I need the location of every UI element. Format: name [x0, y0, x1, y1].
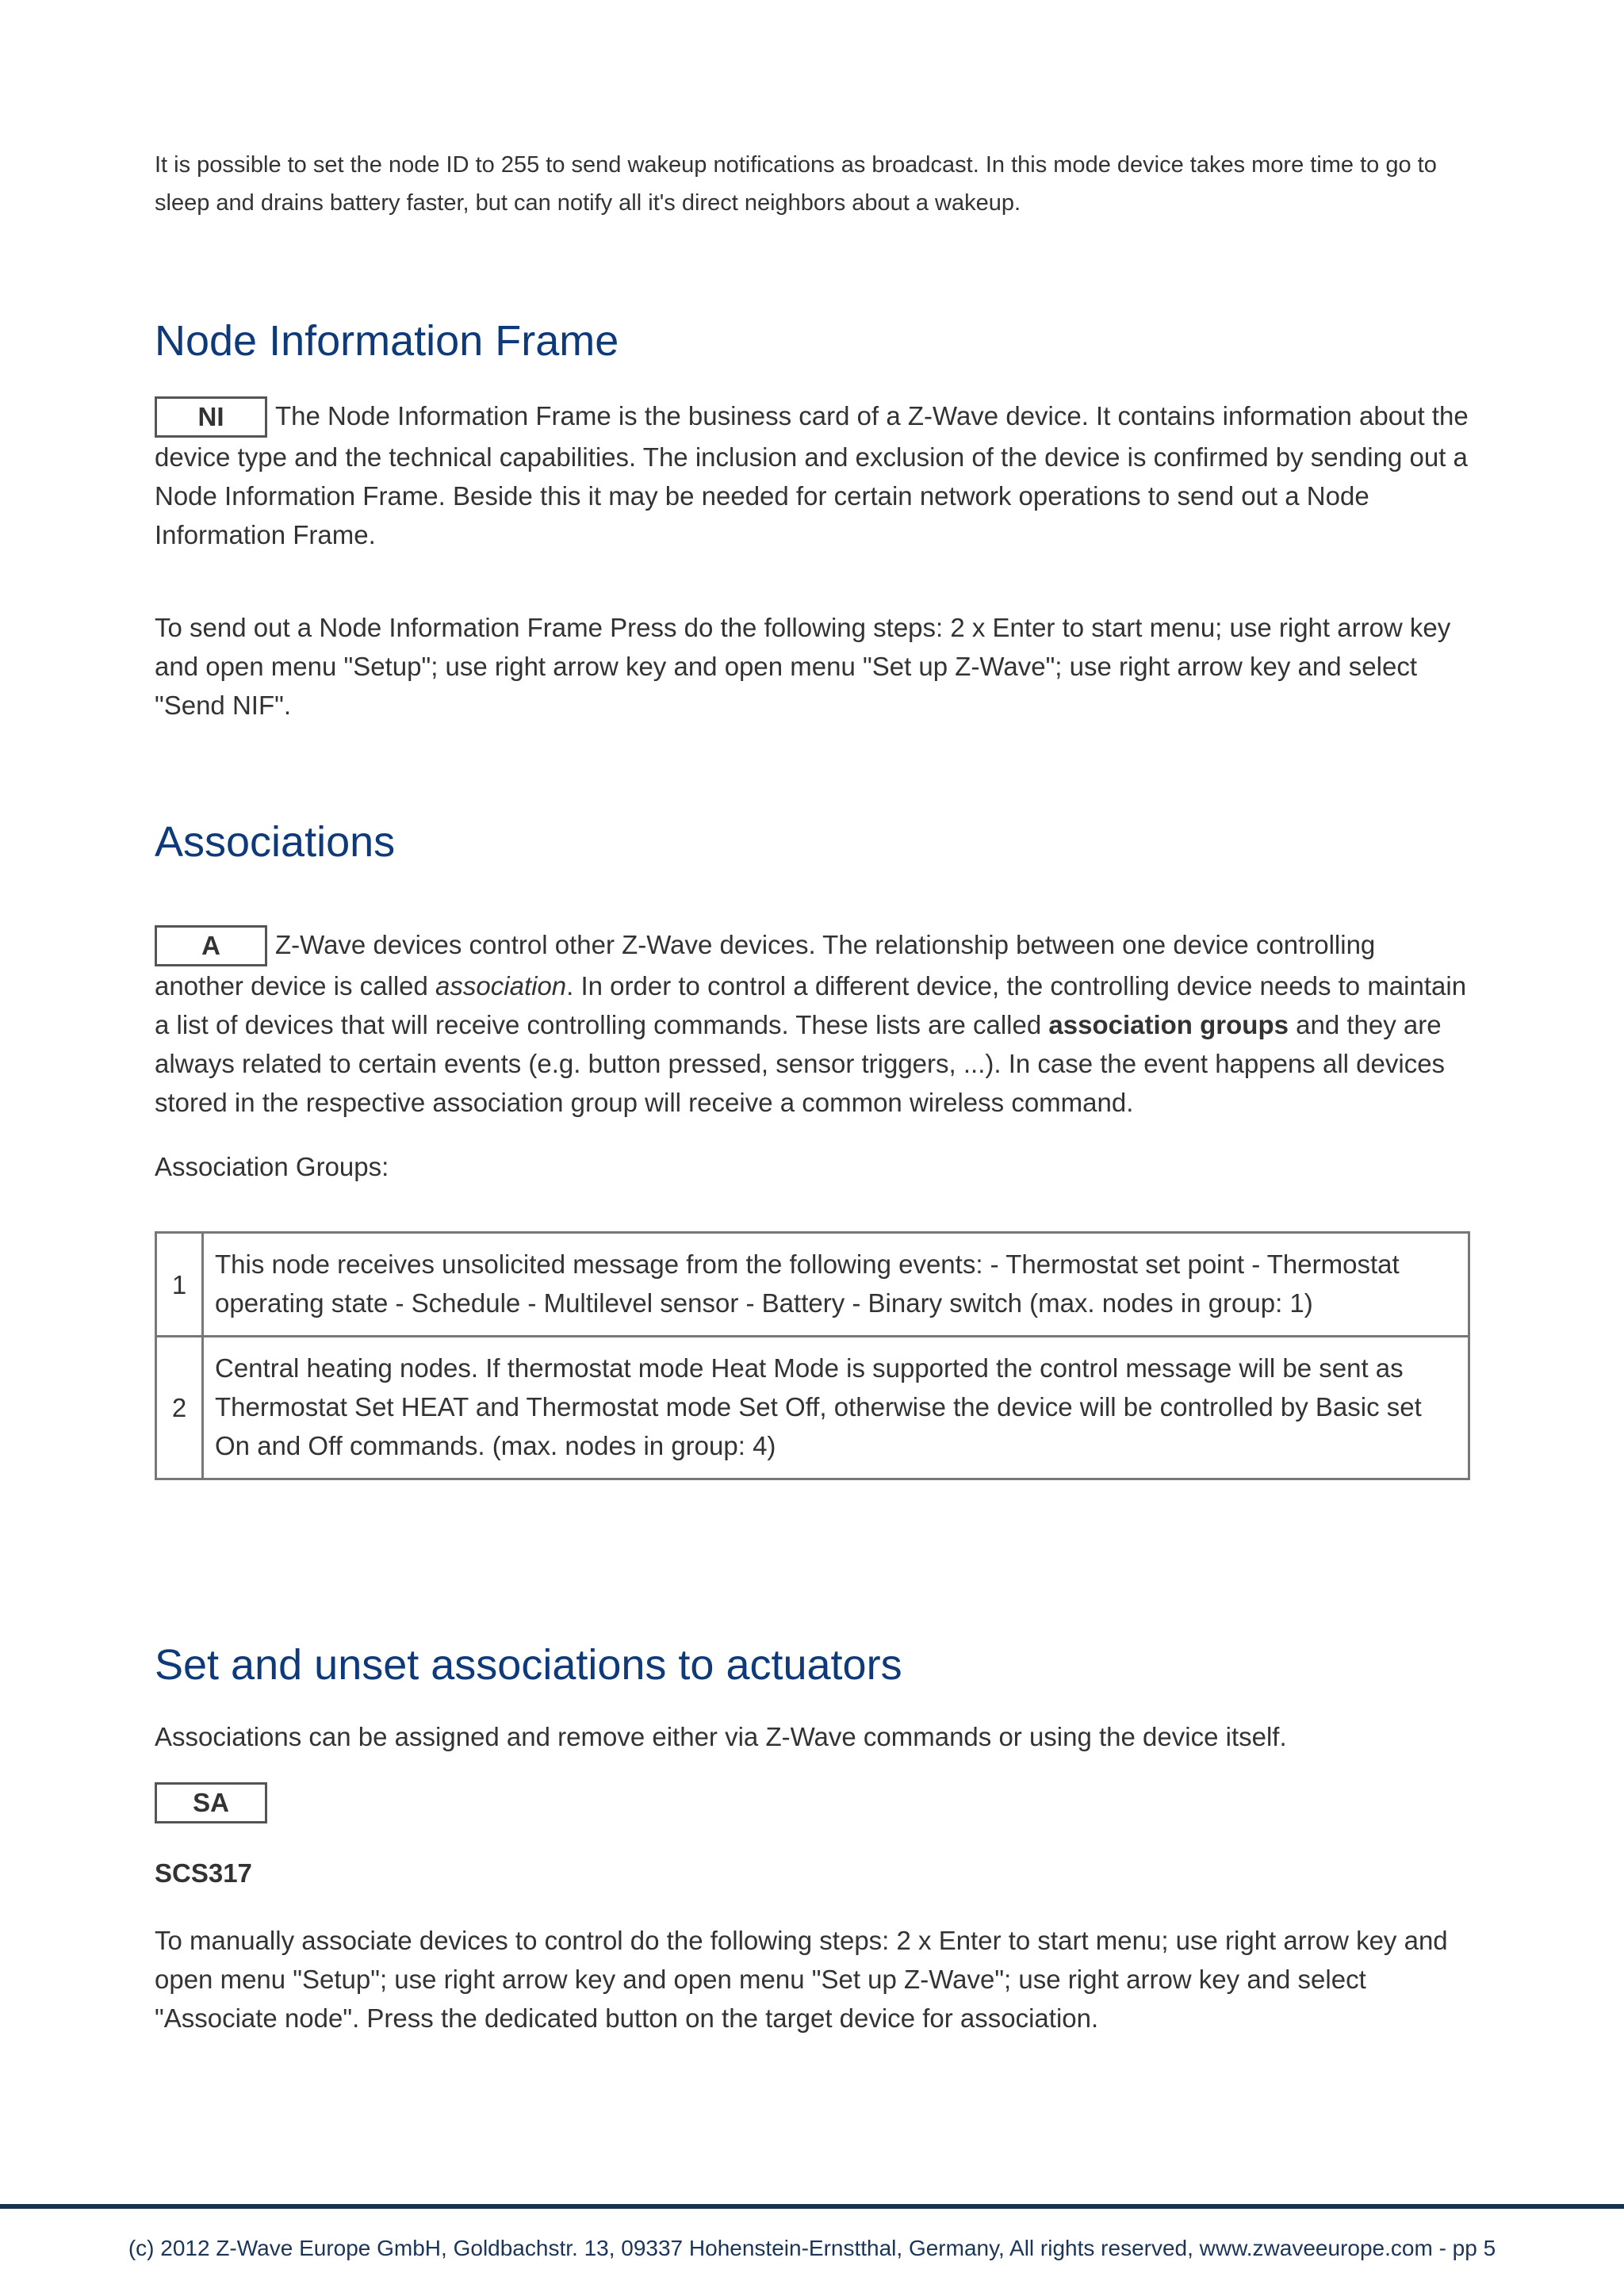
table-row: [156, 1337, 1469, 1479]
table-row: [156, 1233, 1469, 1337]
associations-paragraph: [155, 925, 1471, 1122]
nif-paragraph: [155, 396, 1471, 554]
nif-steps: To send out a Node Information Frame Press do the following steps: 2 x Enter to start menu; use right arrow key and open menu "Setup"; use right arrow key and open menu "Set up Z-Wave"; use right arrow key and select "Send NIF".: [155, 613, 1451, 720]
assoc-text-bold: association groups: [1048, 1010, 1289, 1039]
associations-tag: A: [155, 925, 267, 966]
nif-heading: Node Information Frame: [155, 317, 619, 365]
group-description: Central heating nodes. If thermostat mode Heat Mode is supported the control message will be sent as Thermostat Set HEAT and Thermostat mode Set Off, otherwise the device will be controlled by Basic set On and Off commands. (max. nodes in group: 4): [203, 1337, 1469, 1479]
intro-paragraph: It is possible to set the node ID to 255 to send wakeup notifications as broadcast. In this mode device takes more time to go to sleep and drains battery faster, but can notify all it's direct neighbors about a wakeup.: [155, 152, 1437, 216]
assoc-text-2: . In order to control a different device, the controlling device needs to maintain a list of devices that will receive controlling commands. These lists are called: [155, 971, 1467, 1039]
set-unset-heading: Set and unset associations to actuators: [155, 1641, 902, 1689]
set-unset-steps: To manually associate devices to control do the following steps: 2 x Enter to start menu; use right arrow key and open menu "Setup"; use right arrow key and open menu "Set up Z-Wave"; use right arrow key and select "Associate node". Press the dedicated button on the target device for association.: [155, 1926, 1448, 2033]
assoc-text-1: Z-Wave devices control other Z-Wave devices. The relationship between one device controlling another device is called: [155, 930, 1376, 1001]
assoc-text-italic: association: [435, 971, 567, 1001]
nif-paragraph-text: The Node Information Frame is the business card of a Z-Wave device. It contains information about the device type and the technical capabilities. The inclusion and exclusion of the device is confirmed by sending out a Node Information Frame. Beside this it may be needed for certain network operations to send out a Node Information Frame.: [155, 401, 1469, 549]
page-footer: (c) 2012 Z-Wave Europe GmbH, Goldbachstr. 13, 09337 Hohenstein-Ernstthal, Germany, All rights reserved, www.zwaveeurope.com - pp 5: [128, 2236, 1496, 2260]
set-unset-intro: Associations can be assigned and remove either via Z-Wave commands or using the device itself.: [155, 1722, 1287, 1751]
associations-heading: Associations: [155, 818, 396, 866]
nif-tag: NI: [155, 396, 267, 438]
model-label: SCS317: [155, 1858, 252, 1888]
group-description: This node receives unsolicited message from the following events: - Thermostat set point - Thermostat operating state - Schedule - Multilevel sensor - Battery - Binary switch (max. nodes in group: 1): [203, 1233, 1469, 1337]
group-id: 1: [156, 1233, 203, 1337]
set-unset-tag: SA: [155, 1782, 267, 1823]
group-id: 2: [156, 1337, 203, 1479]
association-groups-label: Association Groups:: [155, 1152, 389, 1181]
association-groups-table: [155, 1231, 1470, 1480]
footer-divider: [0, 2204, 1624, 2209]
assoc-text-3: and they are always related to certain events (e.g. button pressed, sensor triggers, ...). In case the event happens all devices stored in the respective association group will receive a common wireless command.: [155, 1010, 1446, 1117]
